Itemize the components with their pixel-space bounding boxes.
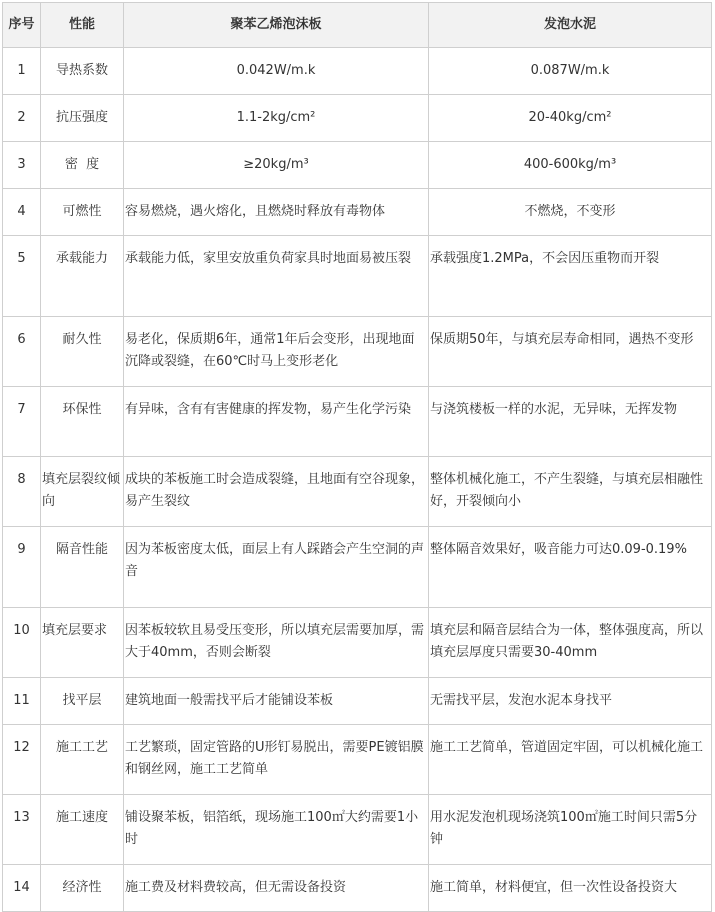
table-row [3, 317, 712, 387]
row-number: 1 [3, 48, 41, 95]
row-property: 填充层要求 [41, 608, 124, 678]
row-foam-value: 0.087W/m.k [429, 48, 712, 95]
row-property: 抗压强度 [41, 95, 124, 142]
row-number: 13 [3, 795, 41, 865]
row-eps-value: 成块的苯板施工时会造成裂缝，且地面有空谷现象，易产生裂纹 [124, 457, 429, 527]
row-eps-value: 容易燃烧，遇火熔化，且燃烧时释放有毒物体 [124, 189, 429, 236]
row-eps-value: 工艺繁琐，固定管路的U形钉易脱出，需要PE镀铝膜和钢丝网，施工工艺简单 [124, 725, 429, 795]
row-property: 施工速度 [41, 795, 124, 865]
row-number: 2 [3, 95, 41, 142]
table-row [3, 457, 712, 527]
row-property: 承载能力 [41, 236, 124, 317]
row-foam-value: 施工简单，材料便宜，但一次性设备投资大 [429, 865, 712, 912]
row-property: 隔音性能 [41, 527, 124, 608]
header-foam-cement: 发泡水泥 [429, 3, 712, 48]
row-foam-value: 填充层和隔音层结合为一体，整体强度高，所以填充层厚度只需要30-40mm [429, 608, 712, 678]
row-property: 经济性 [41, 865, 124, 912]
table-row [3, 865, 712, 912]
table-row [3, 95, 712, 142]
table-row [3, 387, 712, 457]
table-row [3, 236, 712, 317]
row-eps-value: 承载能力低，家里安放重负荷家具时地面易被压裂 [124, 236, 429, 317]
table-row [3, 725, 712, 795]
header-row [3, 3, 712, 48]
row-foam-value: 20-40kg/cm² [429, 95, 712, 142]
row-property: 填充层裂纹倾向 [41, 457, 124, 527]
row-number: 8 [3, 457, 41, 527]
row-number: 10 [3, 608, 41, 678]
row-foam-value: 整体机械化施工，不产生裂缝，与填充层相融性好，开裂倾向小 [429, 457, 712, 527]
table-row [3, 795, 712, 865]
row-property: 施工工艺 [41, 725, 124, 795]
row-eps-value: 易老化，保质期6年，通常1年后会变形，出现地面沉降或裂缝，在60℃时马上变形老化 [124, 317, 429, 387]
header-property: 性能 [41, 3, 124, 48]
row-foam-value: 施工工艺简单，管道固定牢固，可以机械化施工 [429, 725, 712, 795]
row-eps-value: 因为苯板密度太低，面层上有人踩踏会产生空洞的声音 [124, 527, 429, 608]
table-row [3, 142, 712, 189]
row-foam-value: 保质期50年，与填充层寿命相同，遇热不变形 [429, 317, 712, 387]
table-row [3, 527, 712, 608]
row-number: 12 [3, 725, 41, 795]
row-foam-value: 用水泥发泡机现场浇筑100㎡施工时间只需5分钟 [429, 795, 712, 865]
row-foam-value: 与浇筑楼板一样的水泥，无异味，无挥发物 [429, 387, 712, 457]
table-row [3, 678, 712, 725]
header-no: 序号 [3, 3, 41, 48]
row-eps-value: 有异味，含有有害健康的挥发物，易产生化学污染 [124, 387, 429, 457]
row-number: 9 [3, 527, 41, 608]
row-eps-value: 建筑地面一般需找平后才能铺设苯板 [124, 678, 429, 725]
row-eps-value: 因苯板较软且易受压变形，所以填充层需要加厚，需大于40mm，否则会断裂 [124, 608, 429, 678]
row-number: 7 [3, 387, 41, 457]
row-eps-value: 1.1-2kg/cm² [124, 95, 429, 142]
row-foam-value: 无需找平层，发泡水泥本身找平 [429, 678, 712, 725]
row-foam-value: 400-600kg/m³ [429, 142, 712, 189]
row-property: 可燃性 [41, 189, 124, 236]
row-property: 环保性 [41, 387, 124, 457]
row-eps-value: 施工费及材料费较高，但无需设备投资 [124, 865, 429, 912]
row-number: 14 [3, 865, 41, 912]
header-eps-board: 聚苯乙烯泡沫板 [124, 3, 429, 48]
row-number: 11 [3, 678, 41, 725]
table-row [3, 608, 712, 678]
row-number: 6 [3, 317, 41, 387]
row-eps-value: 铺设聚苯板，铝箔纸，现场施工100㎡大约需要1小时 [124, 795, 429, 865]
row-property: 耐久性 [41, 317, 124, 387]
row-foam-value: 不燃烧，不变形 [429, 189, 712, 236]
row-property: 找平层 [41, 678, 124, 725]
table-row [3, 48, 712, 95]
row-eps-value: ≥20kg/m³ [124, 142, 429, 189]
row-property: 密 度 [41, 142, 124, 189]
row-number: 4 [3, 189, 41, 236]
table-row [3, 189, 712, 236]
row-number: 3 [3, 142, 41, 189]
row-eps-value: 0.042W/m.k [124, 48, 429, 95]
comparison-table [2, 2, 712, 912]
row-foam-value: 整体隔音效果好，吸音能力可达0.09-0.19% [429, 527, 712, 608]
row-property: 导热系数 [41, 48, 124, 95]
row-foam-value: 承载强度1.2MPa，不会因压重物而开裂 [429, 236, 712, 317]
row-number: 5 [3, 236, 41, 317]
